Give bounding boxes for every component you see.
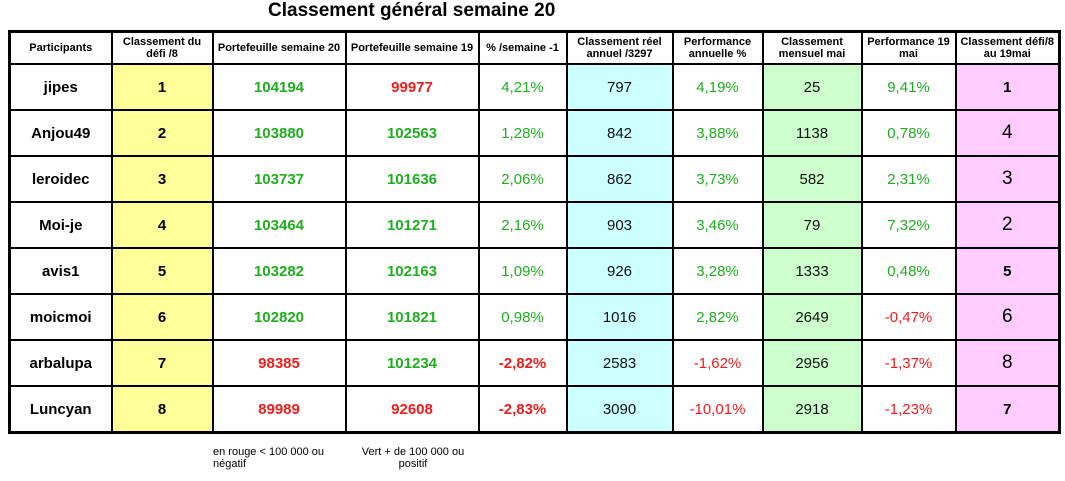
table-row (10, 294, 1060, 340)
annual-rank: 797 (567, 64, 673, 110)
participant-name: jipes (10, 64, 112, 110)
annual-performance: -10,01% (673, 386, 763, 433)
col-header: % /semaine -1 (479, 32, 567, 65)
monthly-rank: 2956 (763, 340, 862, 386)
portfolio-week20: 103464 (213, 202, 346, 248)
annual-rank: 842 (567, 110, 673, 156)
portfolio-week19: 101234 (346, 340, 479, 386)
col-header: Classement défi/8 au 19mai (956, 32, 1060, 65)
col-header: Participants (10, 32, 112, 65)
participant-name: Moi-je (10, 202, 112, 248)
legend-green-note (353, 446, 473, 470)
annual-rank: 3090 (567, 386, 673, 433)
participant-name: arbalupa (10, 340, 112, 386)
col-header: Performance annuelle % (673, 32, 763, 65)
annual-performance: 3,88% (673, 110, 763, 156)
table-row (10, 110, 1060, 156)
annual-rank: 903 (567, 202, 673, 248)
portfolio-week20: 89989 (213, 386, 346, 433)
portfolio-week20: 103880 (213, 110, 346, 156)
rank-may: 4 (956, 110, 1060, 156)
legend-red-line: en rouge < 100 000 ou (213, 446, 325, 458)
weekly-change: 0,98% (479, 294, 567, 340)
portfolio-week19: 92608 (346, 386, 479, 433)
weekly-change: -2,83% (479, 386, 567, 433)
rank-may: 2 (956, 202, 1060, 248)
portfolio-week20: 103737 (213, 156, 346, 202)
weekly-change: -2,82% (479, 340, 567, 386)
portfolio-week19: 99977 (346, 64, 479, 110)
challenge-rank: 4 (112, 202, 213, 248)
annual-performance: 3,46% (673, 202, 763, 248)
annual-performance: -1,62% (673, 340, 763, 386)
performance-may: 9,41% (862, 64, 956, 110)
challenge-rank: 2 (112, 110, 213, 156)
challenge-rank: 7 (112, 340, 213, 386)
portfolio-week19: 102563 (346, 110, 479, 156)
header-row (10, 32, 1060, 65)
challenge-rank: 6 (112, 294, 213, 340)
annual-rank: 2583 (567, 340, 673, 386)
annual-rank: 1016 (567, 294, 673, 340)
monthly-rank: 2918 (763, 386, 862, 433)
monthly-rank: 25 (763, 64, 862, 110)
monthly-rank: 582 (763, 156, 862, 202)
rank-may: 3 (956, 156, 1060, 202)
rank-may: 5 (956, 248, 1060, 294)
col-header: Classement du défi /8 (112, 32, 213, 65)
col-header: Performance 19 mai (862, 32, 956, 65)
weekly-change: 1,09% (479, 248, 567, 294)
performance-may: -1,37% (862, 340, 956, 386)
table-row (10, 386, 1060, 433)
portfolio-week20: 103282 (213, 248, 346, 294)
annual-rank: 926 (567, 248, 673, 294)
annual-performance: 3,73% (673, 156, 763, 202)
col-header: Classement réel annuel /3297 (567, 32, 673, 65)
rank-may: 7 (956, 386, 1060, 433)
challenge-rank: 5 (112, 248, 213, 294)
legend-green-line: Vert + de 100 000 ou (361, 446, 465, 458)
rank-may: 1 (956, 64, 1060, 110)
portfolio-week19: 102163 (346, 248, 479, 294)
challenge-rank: 1 (112, 64, 213, 110)
challenge-rank: 3 (112, 156, 213, 202)
legend-green-line: positif (398, 458, 428, 470)
performance-may: 0,78% (862, 110, 956, 156)
participant-name: avis1 (10, 248, 112, 294)
participant-name: Anjou49 (10, 110, 112, 156)
ranking-table (8, 30, 1061, 434)
rank-may: 8 (956, 340, 1060, 386)
table-row (10, 248, 1060, 294)
rank-may: 6 (956, 294, 1060, 340)
legend-red-line: négatif (213, 458, 247, 470)
portfolio-week19: 101636 (346, 156, 479, 202)
table-row (10, 202, 1060, 248)
monthly-rank: 1138 (763, 110, 862, 156)
annual-performance: 3,28% (673, 248, 763, 294)
monthly-rank: 1333 (763, 248, 862, 294)
participant-name: Luncyan (10, 386, 112, 433)
monthly-rank: 2649 (763, 294, 862, 340)
col-header: Portefeuille semaine 19 (346, 32, 479, 65)
portfolio-week20: 102820 (213, 294, 346, 340)
portfolio-week20: 98385 (213, 340, 346, 386)
weekly-change: 2,16% (479, 202, 567, 248)
participant-name: moicmoi (10, 294, 112, 340)
table-row (10, 156, 1060, 202)
table-row (10, 340, 1060, 386)
performance-may: 7,32% (862, 202, 956, 248)
weekly-change: 2,06% (479, 156, 567, 202)
portfolio-week19: 101821 (346, 294, 479, 340)
performance-may: 2,31% (862, 156, 956, 202)
portfolio-week20: 104194 (213, 64, 346, 110)
table-row (10, 64, 1060, 110)
annual-performance: 4,19% (673, 64, 763, 110)
participant-name: leroidec (10, 156, 112, 202)
weekly-change: 4,21% (479, 64, 567, 110)
annual-performance: 2,82% (673, 294, 763, 340)
challenge-rank: 8 (112, 386, 213, 433)
weekly-change: 1,28% (479, 110, 567, 156)
col-header: Portefeuille semaine 20 (213, 32, 346, 65)
col-header: Classement mensuel mai (763, 32, 862, 65)
performance-may: -1,23% (862, 386, 956, 433)
portfolio-week19: 101271 (346, 202, 479, 248)
performance-may: 0,48% (862, 248, 956, 294)
legend-red-note (213, 446, 324, 470)
page-title: Classement général semaine 20 (268, 0, 556, 21)
monthly-rank: 79 (763, 202, 862, 248)
annual-rank: 862 (567, 156, 673, 202)
performance-may: -0,47% (862, 294, 956, 340)
